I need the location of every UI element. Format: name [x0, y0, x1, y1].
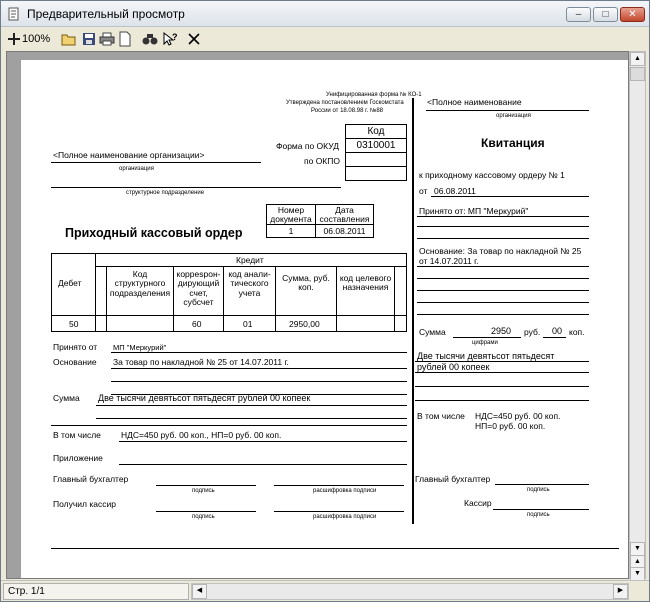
debit-header: Дебет: [58, 278, 82, 288]
receipt-chief-label: Главный бухгалтер: [415, 474, 491, 484]
value-debit: 50: [69, 319, 79, 329]
minimize-button[interactable]: –: [566, 7, 591, 22]
maximize-button[interactable]: □: [593, 7, 618, 22]
okpo-label: по ОКПО: [304, 156, 340, 166]
unified-form-text: Унифицированная форма № КО-1: [326, 92, 422, 98]
doc-date: 06.08.2011: [315, 224, 374, 238]
close-preview-icon[interactable]: [187, 30, 201, 48]
cut-line: [412, 98, 414, 524]
approved-text: Утверждена постановлением Госкомстата: [286, 100, 404, 106]
app-icon: [7, 7, 21, 21]
credit-header: Кредит: [236, 255, 264, 265]
received-cashier-label: Получил кассир: [53, 499, 116, 509]
status-bar: [1, 580, 649, 601]
receipt-words-1: Две тысячи девятьсот пятьдесят: [417, 351, 555, 361]
col-struct: Код структурного подразделения: [109, 269, 171, 298]
zoom-label: 100%: [22, 33, 51, 45]
doc-number: 1: [266, 224, 316, 238]
received-from-label: Принято от: [53, 342, 98, 352]
receipt-digits-caption: цифрами: [472, 340, 498, 346]
dept-caption: структурное подразделение: [126, 190, 205, 196]
page-down-icon[interactable]: ▼: [630, 567, 645, 581]
receipt-including-label: В том числе: [417, 411, 465, 421]
doc-date-header: Дата составления: [315, 204, 374, 225]
chief-decoding-caption: расшифровка подписи: [313, 488, 377, 494]
receipt-basis-2: от 14.07.2011 г.: [419, 256, 479, 266]
receipt-received-from: Принято от: МП "Меркурий": [419, 206, 529, 216]
scroll-left-icon[interactable]: ◀: [192, 584, 207, 599]
svg-text:?: ?: [172, 32, 178, 42]
receipt-from-label: от: [419, 186, 428, 196]
okpo-value: [345, 152, 407, 167]
zoom-button[interactable]: [6, 30, 52, 48]
code-header: Код: [345, 124, 407, 139]
receipt-org-caption: организация: [496, 113, 531, 119]
value-corr: 60: [192, 319, 202, 329]
chief-accountant-label: Главный бухгалтер: [53, 474, 129, 484]
horizontal-scrollbar[interactable]: [191, 583, 629, 600]
document-page: [21, 60, 629, 579]
scroll-up-icon[interactable]: ▲: [630, 52, 645, 66]
value-sum: 2950,00: [289, 319, 320, 329]
okud-value: 0310001: [345, 138, 407, 153]
sum-label: Сумма: [53, 393, 80, 403]
col-purpose: код целевого назначения: [339, 273, 392, 293]
page-indicator: Стр. 1/1: [3, 583, 189, 600]
close-button[interactable]: ✕: [620, 7, 645, 22]
preview-viewport[interactable]: [6, 51, 629, 579]
receipt-sum-label: Сумма: [419, 327, 446, 337]
receipt-cashier-label: Кассир: [464, 498, 492, 508]
receipt-rub-label: руб.: [524, 327, 541, 337]
help-pointer-icon[interactable]: [162, 30, 178, 48]
scroll-right-icon[interactable]: ▶: [613, 584, 628, 599]
find-icon[interactable]: [142, 30, 158, 48]
window-title: Предварительный просмотр: [27, 7, 185, 21]
org-caption: организация: [119, 166, 154, 172]
receipt-kop-label: коп.: [569, 327, 585, 337]
receipt-sum-kop: 00: [552, 326, 563, 336]
scroll-down-icon[interactable]: ▼: [630, 542, 645, 556]
save-icon[interactable]: [81, 30, 97, 48]
print-icon[interactable]: [99, 30, 115, 48]
org-line: [51, 162, 261, 163]
approved-date-text: России от 18.08.98 г. №88: [311, 108, 383, 114]
cashier-signature-caption: подпись: [192, 514, 215, 520]
receipt-org-name: <Полное наименование: [427, 97, 522, 107]
attachment-label: Приложение: [53, 453, 103, 463]
blank-code-cell: [345, 166, 407, 181]
received-from-value: МП "Меркурий": [113, 343, 167, 352]
page-up-icon[interactable]: ▲: [630, 555, 645, 569]
including-label: В том числе: [53, 430, 101, 440]
doc-number-header: Номер документа: [266, 204, 316, 225]
col-corr: коррespон- дирующий счет, субсчет: [176, 269, 221, 308]
chief-signature-caption: подпись: [192, 488, 215, 494]
vertical-scrollbar[interactable]: [629, 51, 646, 579]
value-analytic: 01: [243, 319, 253, 329]
sum-words-value: Две тысячи девятьсот пятьдесят рублей 00 копеек: [98, 393, 311, 403]
scroll-thumb[interactable]: [630, 67, 645, 81]
col-sum: Сумма, руб. коп.: [282, 273, 330, 293]
cashier-decoding-caption: расшифровка подписи: [313, 514, 377, 520]
new-page-icon[interactable]: [118, 30, 132, 48]
okud-label: Форма по ОКУД: [276, 141, 339, 151]
receipt-chief-signature: подпись: [527, 487, 550, 493]
receipt-including-2: НП=0 руб. 00 коп.: [475, 421, 546, 431]
receipt-sum-rub: 2950: [491, 326, 512, 336]
bottom-border: [51, 548, 619, 549]
title-bar[interactable]: [1, 1, 649, 27]
order-title: Приходный кассовый ордер: [65, 226, 243, 240]
receipt-date: 06.08.2011: [434, 186, 476, 196]
receipt-including-1: НДС=450 руб. 00 коп.: [475, 411, 561, 421]
dept-line: [51, 187, 341, 188]
zoom-icon: [8, 33, 20, 45]
receipt-cashier-signature: подпись: [527, 512, 550, 518]
receipt-words-2: рублей 00 копеек: [417, 362, 490, 372]
toolbar: [1, 28, 649, 50]
receipt-title: Квитанция: [481, 136, 545, 150]
col-analytic: код анали- тического учета: [228, 269, 271, 298]
receipt-basis: Основание: За товар по накладной № 25: [419, 246, 582, 256]
basis-label: Основание: [53, 357, 97, 367]
org-name: <Полное наименование организации>: [53, 150, 205, 160]
including-value: НДС=450 руб. 00 коп., НП=0 руб. 00 коп.: [121, 430, 282, 440]
receipt-to-order: к приходному кассовому ордеру № 1: [419, 170, 565, 180]
basis-value: За товар по накладной № 25 от 14.07.2011 г.: [113, 357, 289, 367]
open-icon[interactable]: [61, 30, 77, 48]
